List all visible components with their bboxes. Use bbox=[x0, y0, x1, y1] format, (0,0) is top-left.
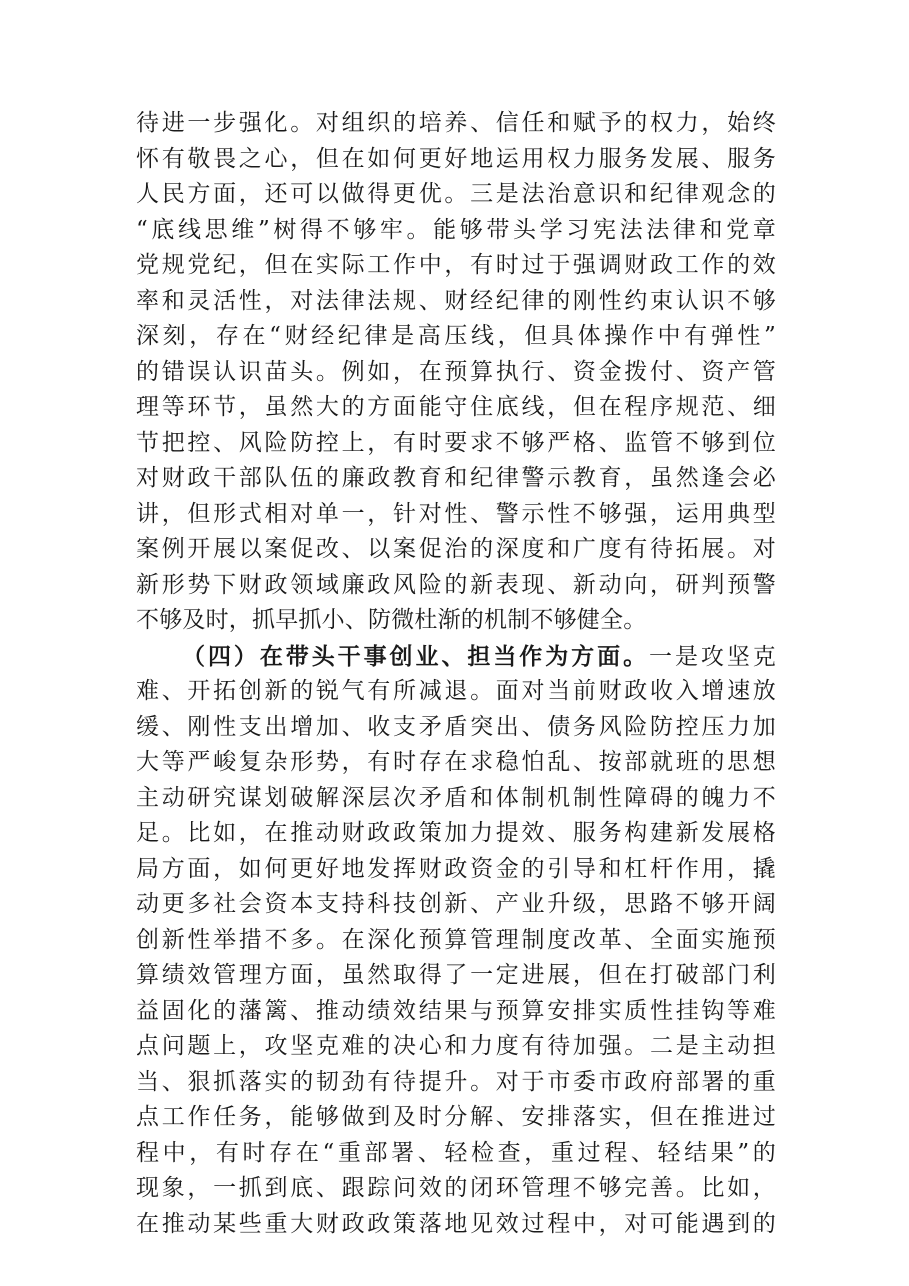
text-line: 率和灵活性，对法律法规、财经纪律的刚性约束认识不够 bbox=[136, 287, 776, 314]
text-line: “底线思维”树得不够牢。能够带头学习宪法法律和党章 bbox=[136, 216, 776, 243]
text-line: 当、狠抓落实的韧劲有待提升。对于市委市政府部署的重 bbox=[136, 1068, 776, 1095]
text-line: 点工作任务，能够做到及时分解、安排落实，但在推进过 bbox=[136, 1104, 776, 1130]
text-line: 节把控、风险防控上，有时要求不够严格、监管不够到位 bbox=[136, 429, 776, 456]
text-line: 局方面，如何更好地发挥财政资金的引导和杠杆作用，撬 bbox=[136, 855, 776, 882]
text-line: 讲，但形式相对单一，针对性、警示性不够强，运用典型 bbox=[136, 500, 776, 527]
text-line: 主动研究谋划破解深层次矛盾和体制机制性障碍的魄力不 bbox=[136, 784, 776, 811]
text-line: 怀有敬畏之心，但在如何更好地运用权力服务发展、服务 bbox=[136, 145, 776, 172]
text-line: 创新性举措不多。在深化预算管理制度改革、全面实施预 bbox=[136, 926, 776, 953]
text-line: 党规党纪，但在实际工作中，有时过于强调财政工作的效 bbox=[136, 252, 776, 278]
text-line: 大等严峻复杂形势，有时存在求稳怕乱、按部就班的思想 bbox=[136, 749, 776, 775]
text-line: 益固化的藩篱、推动绩效结果与预算安排实质性挂钩等难 bbox=[136, 997, 776, 1024]
text-line: 算绩效管理方面，虽然取得了一定进展，但在打破部门利 bbox=[136, 962, 776, 988]
body-text bbox=[136, 106, 776, 1242]
text-line: 深刻，存在“财经纪律是高压线，但具体操作中有弹性” bbox=[136, 323, 776, 349]
text-line: 不够及时，抓早抓小、防微杜渐的机制不够健全。 bbox=[136, 607, 647, 633]
text-line: 难、开拓创新的锐气有所减退。面对当前财政收入增速放 bbox=[136, 678, 776, 704]
text-line: 人民方面，还可以做得更优。三是法治意识和纪律观念的 bbox=[136, 181, 776, 207]
text-line: 的错误认识苗头。例如，在预算执行、资金拨付、资产管 bbox=[136, 358, 776, 385]
text-line: 理等环节，虽然大的方面能守住底线，但在程序规范、细 bbox=[136, 394, 776, 420]
section-heading: （四）在带头干事创业、担当作为方面。 bbox=[182, 642, 650, 670]
text-line: 在推动某些重大财政政策落地见效过程中，对可能遇到的 bbox=[136, 1210, 776, 1237]
text-line: 动更多社会资本支持科技创新、产业升级，思路不够开阔 bbox=[136, 891, 776, 917]
text-line: 案例开展以案促改、以案促治的深度和广度有待拓展。对 bbox=[136, 536, 776, 562]
text-line: 现象，一抓到底、跟踪问效的闭环管理不够完善。比如， bbox=[136, 1175, 776, 1201]
text-line: 新形势下财政领域廉政风险的新表现、新动向，研判预警 bbox=[136, 571, 776, 598]
text-line: 对财政干部队伍的廉政教育和纪律警示教育，虽然逢会必 bbox=[136, 465, 776, 491]
text-line: 足。比如，在推动财政政策加力提效、服务构建新发展格 bbox=[136, 820, 776, 846]
text-line: 程中，有时存在“重部署、轻检查，重过程、轻结果”的 bbox=[136, 1139, 776, 1166]
text-line: 缓、刚性支出增加、收支矛盾突出、债务风险防控压力加 bbox=[136, 713, 776, 740]
text-line: 点问题上，攻坚克难的决心和力度有待加强。二是主动担 bbox=[136, 1033, 776, 1059]
section-heading-line bbox=[136, 639, 776, 675]
section-heading-continuation: 一是攻坚克 bbox=[649, 643, 776, 670]
text-line: 待进一步强化。对组织的培养、信任和赋予的权力，始终 bbox=[136, 110, 776, 136]
